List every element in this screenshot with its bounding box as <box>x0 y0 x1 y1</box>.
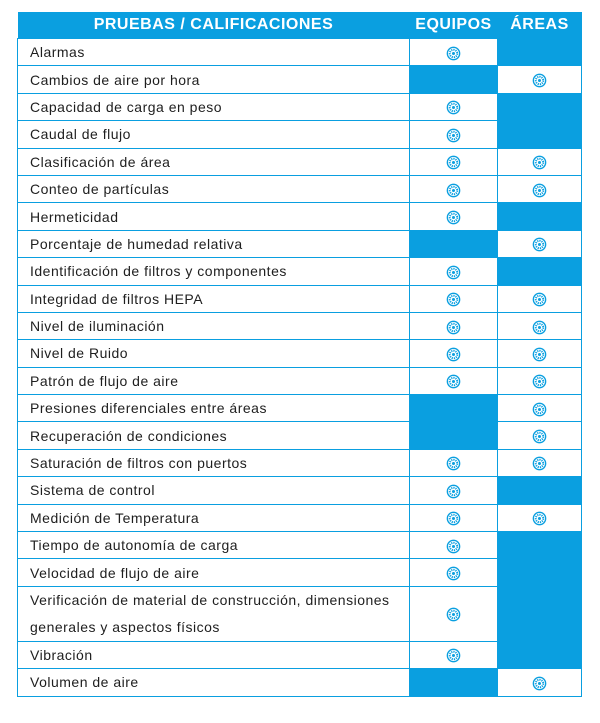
areas-cell <box>498 669 582 696</box>
gear-icon <box>532 511 547 526</box>
areas-cell <box>498 93 582 120</box>
row-label: Volumen de aire <box>18 669 410 696</box>
table-row <box>18 641 582 668</box>
table-row <box>18 669 582 696</box>
areas-cell <box>498 395 582 422</box>
areas-cell <box>498 532 582 559</box>
gear-icon <box>446 648 461 663</box>
gear-icon <box>446 607 461 622</box>
equipment-cell <box>410 669 498 696</box>
gear-icon <box>446 155 461 170</box>
gear-icon <box>446 484 461 499</box>
gear-icon <box>532 374 547 389</box>
equipment-cell <box>410 586 498 641</box>
gear-icon <box>446 100 461 115</box>
header-areas: ÁREAS <box>498 12 582 39</box>
areas-cell <box>498 285 582 312</box>
areas-cell <box>498 641 582 668</box>
equipment-cell <box>410 449 498 476</box>
areas-cell <box>498 66 582 93</box>
gear-icon <box>446 539 461 554</box>
table-body <box>18 39 582 697</box>
areas-cell <box>498 367 582 394</box>
equipment-cell <box>410 422 498 449</box>
row-label: Patrón de flujo de aire <box>18 367 410 394</box>
row-label: Cambios de aire por hora <box>18 66 410 93</box>
gear-icon <box>446 46 461 61</box>
gear-icon <box>446 566 461 581</box>
table-row <box>18 504 582 531</box>
areas-cell <box>498 449 582 476</box>
gear-icon <box>532 347 547 362</box>
equipment-cell <box>410 559 498 586</box>
row-label: Presiones diferenciales entre áreas <box>18 395 410 422</box>
gear-icon <box>532 237 547 252</box>
gear-icon <box>532 402 547 417</box>
areas-cell <box>498 559 582 586</box>
header-tests: PRUEBAS / CALIFICACIONES <box>18 12 410 39</box>
equipment-cell <box>410 641 498 668</box>
areas-cell <box>498 230 582 257</box>
table-row <box>18 148 582 175</box>
areas-cell <box>498 203 582 230</box>
gear-icon <box>532 320 547 335</box>
gear-icon <box>446 511 461 526</box>
qualifications-table <box>17 12 582 697</box>
table-row <box>18 477 582 504</box>
areas-cell <box>498 586 582 641</box>
row-label: Saturación de filtros con puertos <box>18 449 410 476</box>
table-row <box>18 559 582 586</box>
gear-icon <box>446 128 461 143</box>
row-label: Alarmas <box>18 39 410 66</box>
table-row <box>18 395 582 422</box>
equipment-cell <box>410 532 498 559</box>
equipment-cell <box>410 66 498 93</box>
equipment-cell <box>410 203 498 230</box>
areas-cell <box>498 121 582 148</box>
areas-cell <box>498 148 582 175</box>
table-row <box>18 39 582 66</box>
gear-icon <box>446 210 461 225</box>
table-row <box>18 312 582 339</box>
areas-cell <box>498 39 582 66</box>
gear-icon <box>532 292 547 307</box>
gear-icon <box>532 183 547 198</box>
row-label: Nivel de Ruido <box>18 340 410 367</box>
equipment-cell <box>410 175 498 202</box>
equipment-cell <box>410 285 498 312</box>
gear-icon <box>532 429 547 444</box>
equipment-cell <box>410 340 498 367</box>
table-row <box>18 66 582 93</box>
row-label: Capacidad de carga en peso <box>18 93 410 120</box>
gear-icon <box>446 374 461 389</box>
row-label: Verificación de material de construcción, dimensiones generales y aspectos físicos <box>18 586 410 641</box>
equipment-cell <box>410 367 498 394</box>
equipment-cell <box>410 258 498 285</box>
areas-cell <box>498 340 582 367</box>
row-label: Integridad de filtros HEPA <box>18 285 410 312</box>
gear-icon <box>532 73 547 88</box>
areas-cell <box>498 175 582 202</box>
table-row <box>18 449 582 476</box>
equipment-cell <box>410 93 498 120</box>
gear-icon <box>446 292 461 307</box>
row-label: Clasificación de área <box>18 148 410 175</box>
areas-cell <box>498 477 582 504</box>
gear-icon <box>446 265 461 280</box>
row-label: Caudal de flujo <box>18 121 410 148</box>
equipment-cell <box>410 148 498 175</box>
gear-icon <box>532 155 547 170</box>
row-label: Velocidad de flujo de aire <box>18 559 410 586</box>
gear-icon <box>532 456 547 471</box>
row-label: Hermeticidad <box>18 203 410 230</box>
table-row <box>18 230 582 257</box>
row-label: Nivel de iluminación <box>18 312 410 339</box>
areas-cell <box>498 258 582 285</box>
gear-icon <box>446 320 461 335</box>
areas-cell <box>498 504 582 531</box>
row-label: Recuperación de condiciones <box>18 422 410 449</box>
table-row <box>18 93 582 120</box>
row-label: Medición de Temperatura <box>18 504 410 531</box>
header-equipment: EQUIPOS <box>410 12 498 39</box>
equipment-cell <box>410 395 498 422</box>
row-label: Tiempo de autonomía de carga <box>18 532 410 559</box>
equipment-cell <box>410 230 498 257</box>
areas-cell <box>498 422 582 449</box>
table-row <box>18 258 582 285</box>
areas-cell <box>498 312 582 339</box>
table-header-row <box>18 12 582 39</box>
row-label: Vibración <box>18 641 410 668</box>
table-row <box>18 175 582 202</box>
equipment-cell <box>410 477 498 504</box>
gear-icon <box>446 183 461 198</box>
table-row <box>18 285 582 312</box>
row-label: Sistema de control <box>18 477 410 504</box>
table-row <box>18 586 582 641</box>
gear-icon <box>446 456 461 471</box>
gear-icon <box>532 676 547 691</box>
row-label: Identificación de filtros y componentes <box>18 258 410 285</box>
table-row <box>18 121 582 148</box>
equipment-cell <box>410 504 498 531</box>
gear-icon <box>446 347 461 362</box>
table-row <box>18 203 582 230</box>
table-row <box>18 340 582 367</box>
table-row <box>18 422 582 449</box>
row-label: Conteo de partículas <box>18 175 410 202</box>
equipment-cell <box>410 39 498 66</box>
row-label: Porcentaje de humedad relativa <box>18 230 410 257</box>
equipment-cell <box>410 121 498 148</box>
table-row <box>18 532 582 559</box>
equipment-cell <box>410 312 498 339</box>
table-row <box>18 367 582 394</box>
